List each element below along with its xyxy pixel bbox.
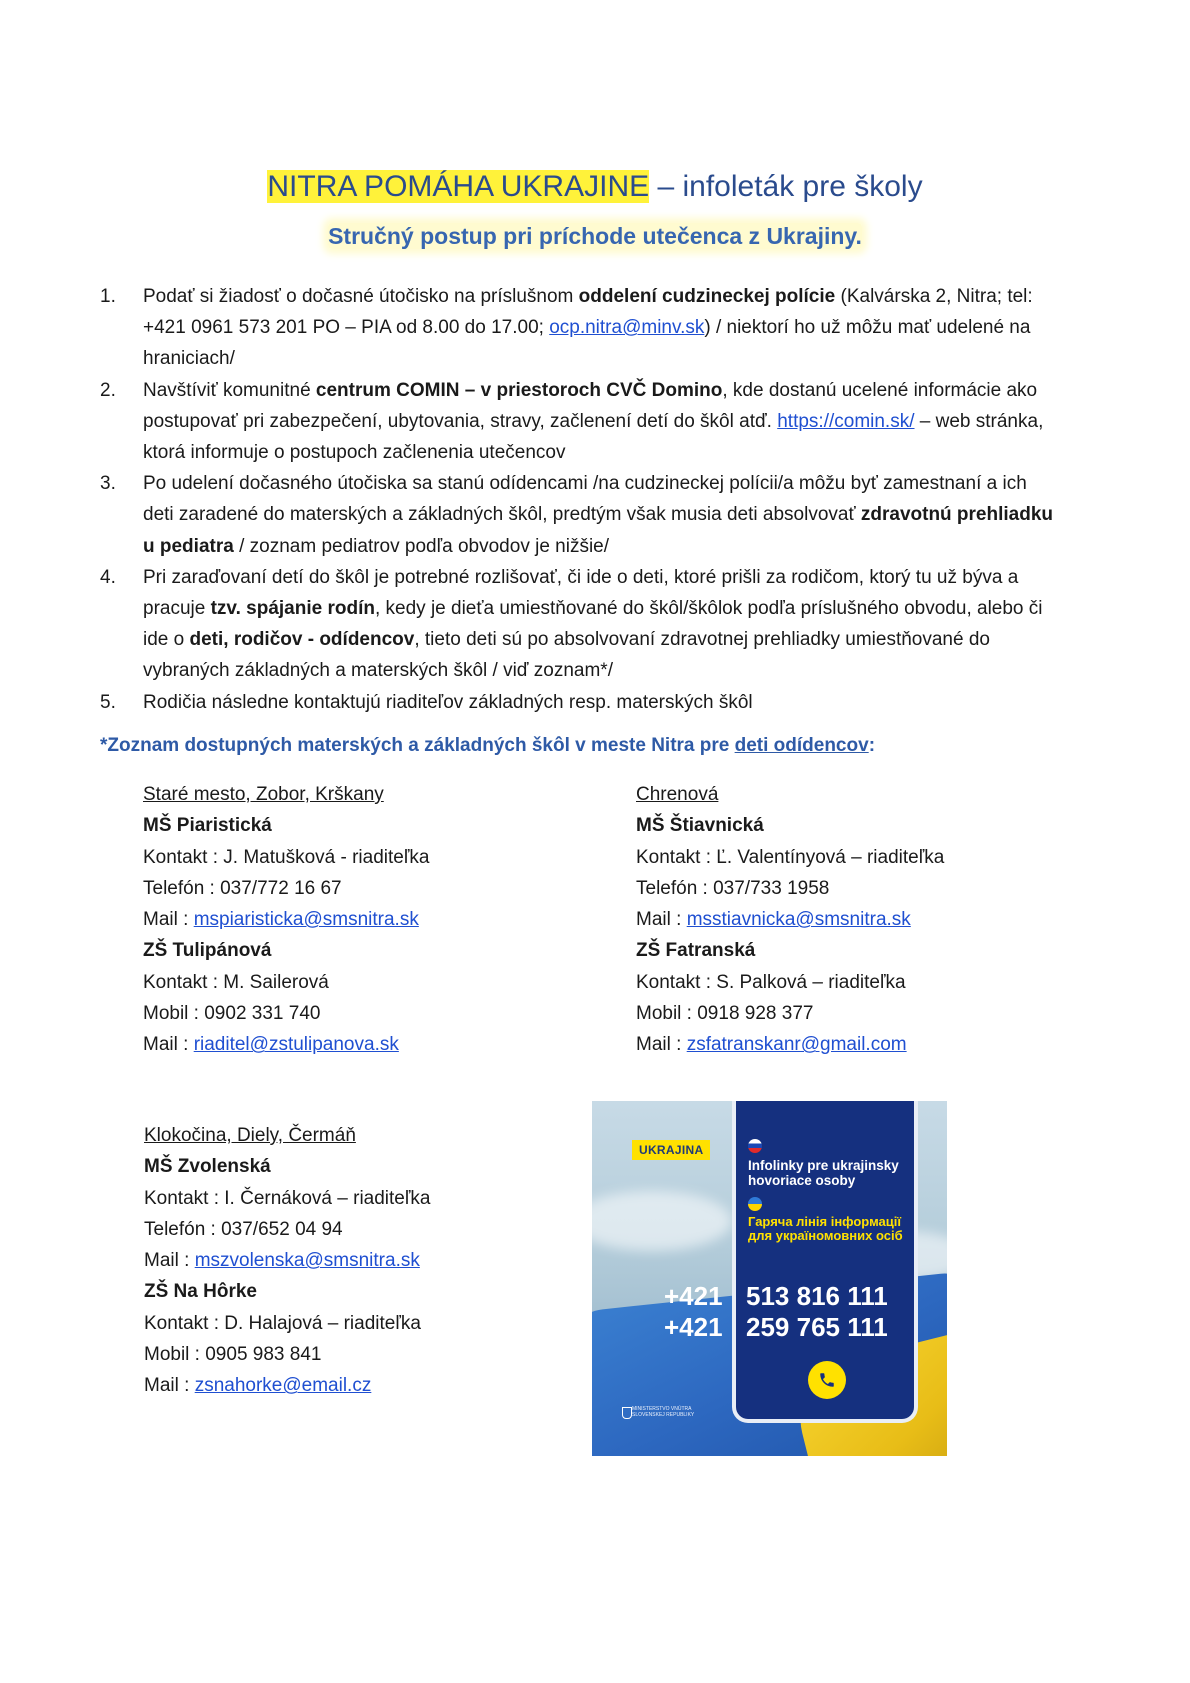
school-contact: Kontakt : I. Černáková – riaditeľka [144,1187,431,1209]
step-number: 4. [100,566,116,588]
district-chrenova [636,779,944,1061]
district-klokocina [144,1120,430,1402]
slovak-flag-icon [748,1139,762,1153]
step-text: Pri zaraďovaní detí do škôl je potrebné rozlišovať, či ide o deti, ktoré prišli za rodičom, ktorý tu už býva a pracuje [143,566,1019,620]
district-name: Chrenová [636,784,719,805]
step-text: (Kalvárska 2, Nitra; tel: +421 0961 573 201 PO – PIA od 8.00 do 17.00; [143,286,1033,339]
district-name: Staré mesto, Zobor, Krškany [143,784,384,805]
school-name: MŠ Piaristická [143,815,272,837]
school-email-link[interactable]: msstiavnicka@smsnitra.sk [686,909,911,931]
step-number: 1. [100,286,116,307]
subtitle-text: Stručný postup pri príchode utečenca z Ukrajiny. [328,223,862,249]
infoline-poster [592,1101,947,1456]
school-email-link[interactable]: mspiaristicka@smsnitra.sk [193,909,419,931]
school-phone: Mobil : 0902 331 740 [143,1003,321,1025]
phone-mockup [732,1101,918,1423]
step-bold: zdravotnú prehliadku u pediatra [143,504,1054,557]
mail-label: Mail : [143,1034,194,1056]
page-title [0,168,1190,206]
school-mail-row [144,1245,430,1276]
school-name: ZŠ Tulipánová [143,940,272,962]
ukrajina-badge: UKRAJINA [632,1140,710,1160]
school-email-link[interactable]: mszvolenska@smsnitra.sk [194,1250,420,1272]
infoline-ua-text: Гаряча лінія інформації для україномовних осіб [748,1214,903,1243]
infoline-number-1: 513 816 111 [746,1281,888,1311]
step-bold: tzv. spájanie rodín [210,598,375,620]
comin-web-link[interactable]: https://comin.sk/ [777,410,915,432]
school-name: ZŠ Na Hôrke [144,1281,257,1303]
step-text: , tieto deti sú po absolvovaní zdravotnej prehliadky umiestňované do vybraných základných a materských škôl / viď zoznam*/ [143,629,990,682]
school-mail-row [636,1029,944,1060]
step-text: – web stránka, ktorá informuje o postupoch začlenenia utečencov [143,410,1044,464]
mail-label: Mail : [144,1250,195,1272]
school-phone: Telefón : 037/733 1958 [636,877,830,899]
step-number: 2. [100,379,116,401]
school-name: ZŠ Fatranská [636,940,756,962]
step-bold: centrum COMIN – v priestoroch CVČ Domino [315,379,723,401]
school-mail-row [143,1029,429,1060]
list-heading-text: *Zoznam dostupných materských a základných škôl v meste Nitra pre [100,735,735,756]
step-number: 5. [100,691,116,713]
police-email-link[interactable]: ocp.nitra@minv.sk [549,317,705,339]
school-name: MŠ Zvolenská [144,1156,271,1178]
mail-label: Mail : [636,909,687,931]
step-3 [100,468,1060,562]
cloud-shape [592,1191,732,1251]
step-5 [100,687,1060,718]
ukrainian-flag-icon [748,1197,762,1211]
step-text: Po udelení dočasného útočiska sa stanú odídencami /na cudzineckej polícii/a môžu byť zamestnaní a ich deti zaradené do materských a základných škôl, predtým však musia deti absolvovať [143,473,1027,526]
school-name: MŠ Štiavnická [636,815,764,837]
step-text: , kde dostanú ucelené informácie ako postupovať pri zabezpečení, ubytovania, stravy, začlenení detí do škôl atď. [143,379,1038,432]
page-subtitle [0,220,1190,252]
step-4 [100,562,1060,687]
school-phone: Telefón : 037/652 04 94 [144,1218,343,1240]
step-text: Navštíviť komunitné [143,379,316,401]
mail-label: Mail : [144,1375,195,1397]
schools-list-heading [100,731,1100,761]
school-phone: Mobil : 0905 983 841 [144,1344,322,1366]
school-contact: Kontakt : M. Sailerová [143,971,329,993]
step-text: , kedy je dieťa umiestňované do škôl/škôlok podľa príslušného obvodu, alebo či ide o [143,598,1043,651]
mail-label: Mail : [636,1034,687,1056]
ministry-text: MINISTERSTVO VNÚTRA SLOVENSKEJ REPUBLIKY [632,1406,695,1418]
list-heading-link[interactable]: deti odídencov [734,735,869,756]
step-number: 3. [100,473,116,495]
school-phone: Mobil : 0918 928 377 [636,1003,814,1025]
step-2 [100,375,1060,469]
list-heading-suffix: : [868,735,876,756]
school-phone: Telefón : 037/772 16 67 [143,877,342,899]
district-name: Klokočina, Diely, Čermáň [144,1125,356,1146]
district-stare-mesto [143,779,429,1061]
phone-call-icon [808,1361,846,1399]
infoline-sk-text: Infolinky pre ukrajinsky hovoriace osoby [748,1158,899,1188]
school-mail-row [143,904,429,935]
school-email-link[interactable]: zsfatranskanr@gmail.com [686,1034,907,1056]
phone-prefix-1: +421 [664,1281,723,1311]
title-highlight: NITRA POMÁHA UKRAJINE [267,170,650,203]
step-1 [100,281,1060,375]
mail-label: Mail : [143,909,194,931]
ministry-crest-icon [622,1407,632,1419]
step-bold: oddelení cudzineckej polície [578,286,836,307]
procedure-steps [100,281,1060,718]
school-contact: Kontakt : D. Halajová – riaditeľka [144,1312,421,1334]
school-contact: Kontakt : J. Matušková - riaditeľka [143,846,430,868]
school-mail-row [636,904,944,935]
school-email-link[interactable]: riaditel@zstulipanova.sk [193,1034,399,1056]
step-text: ) / niektorí ho už môžu mať udelené na hraniciach/ [143,317,1031,370]
infoline-number-2: 259 765 111 [746,1312,888,1342]
school-contact: Kontakt : S. Palková – riaditeľka [636,971,906,993]
phone-prefix-2: +421 [664,1312,723,1342]
step-text: Podať si žiadosť o dočasné útočisko na príslušnom [143,286,579,307]
title-rest: – infoleták pre školy [649,170,923,203]
step-text: Rodičia následne kontaktujú riaditeľov základných resp. materských škôl [143,691,753,713]
school-mail-row [144,1370,430,1401]
school-email-link[interactable]: zsnahorke@email.cz [194,1375,372,1397]
step-bold: deti, rodičov - odídencov [189,629,415,651]
school-contact: Kontakt : Ľ. Valentínyová – riaditeľka [636,846,945,868]
step-text: / zoznam pediatrov podľa obvodov je nižšie/ [233,535,610,557]
